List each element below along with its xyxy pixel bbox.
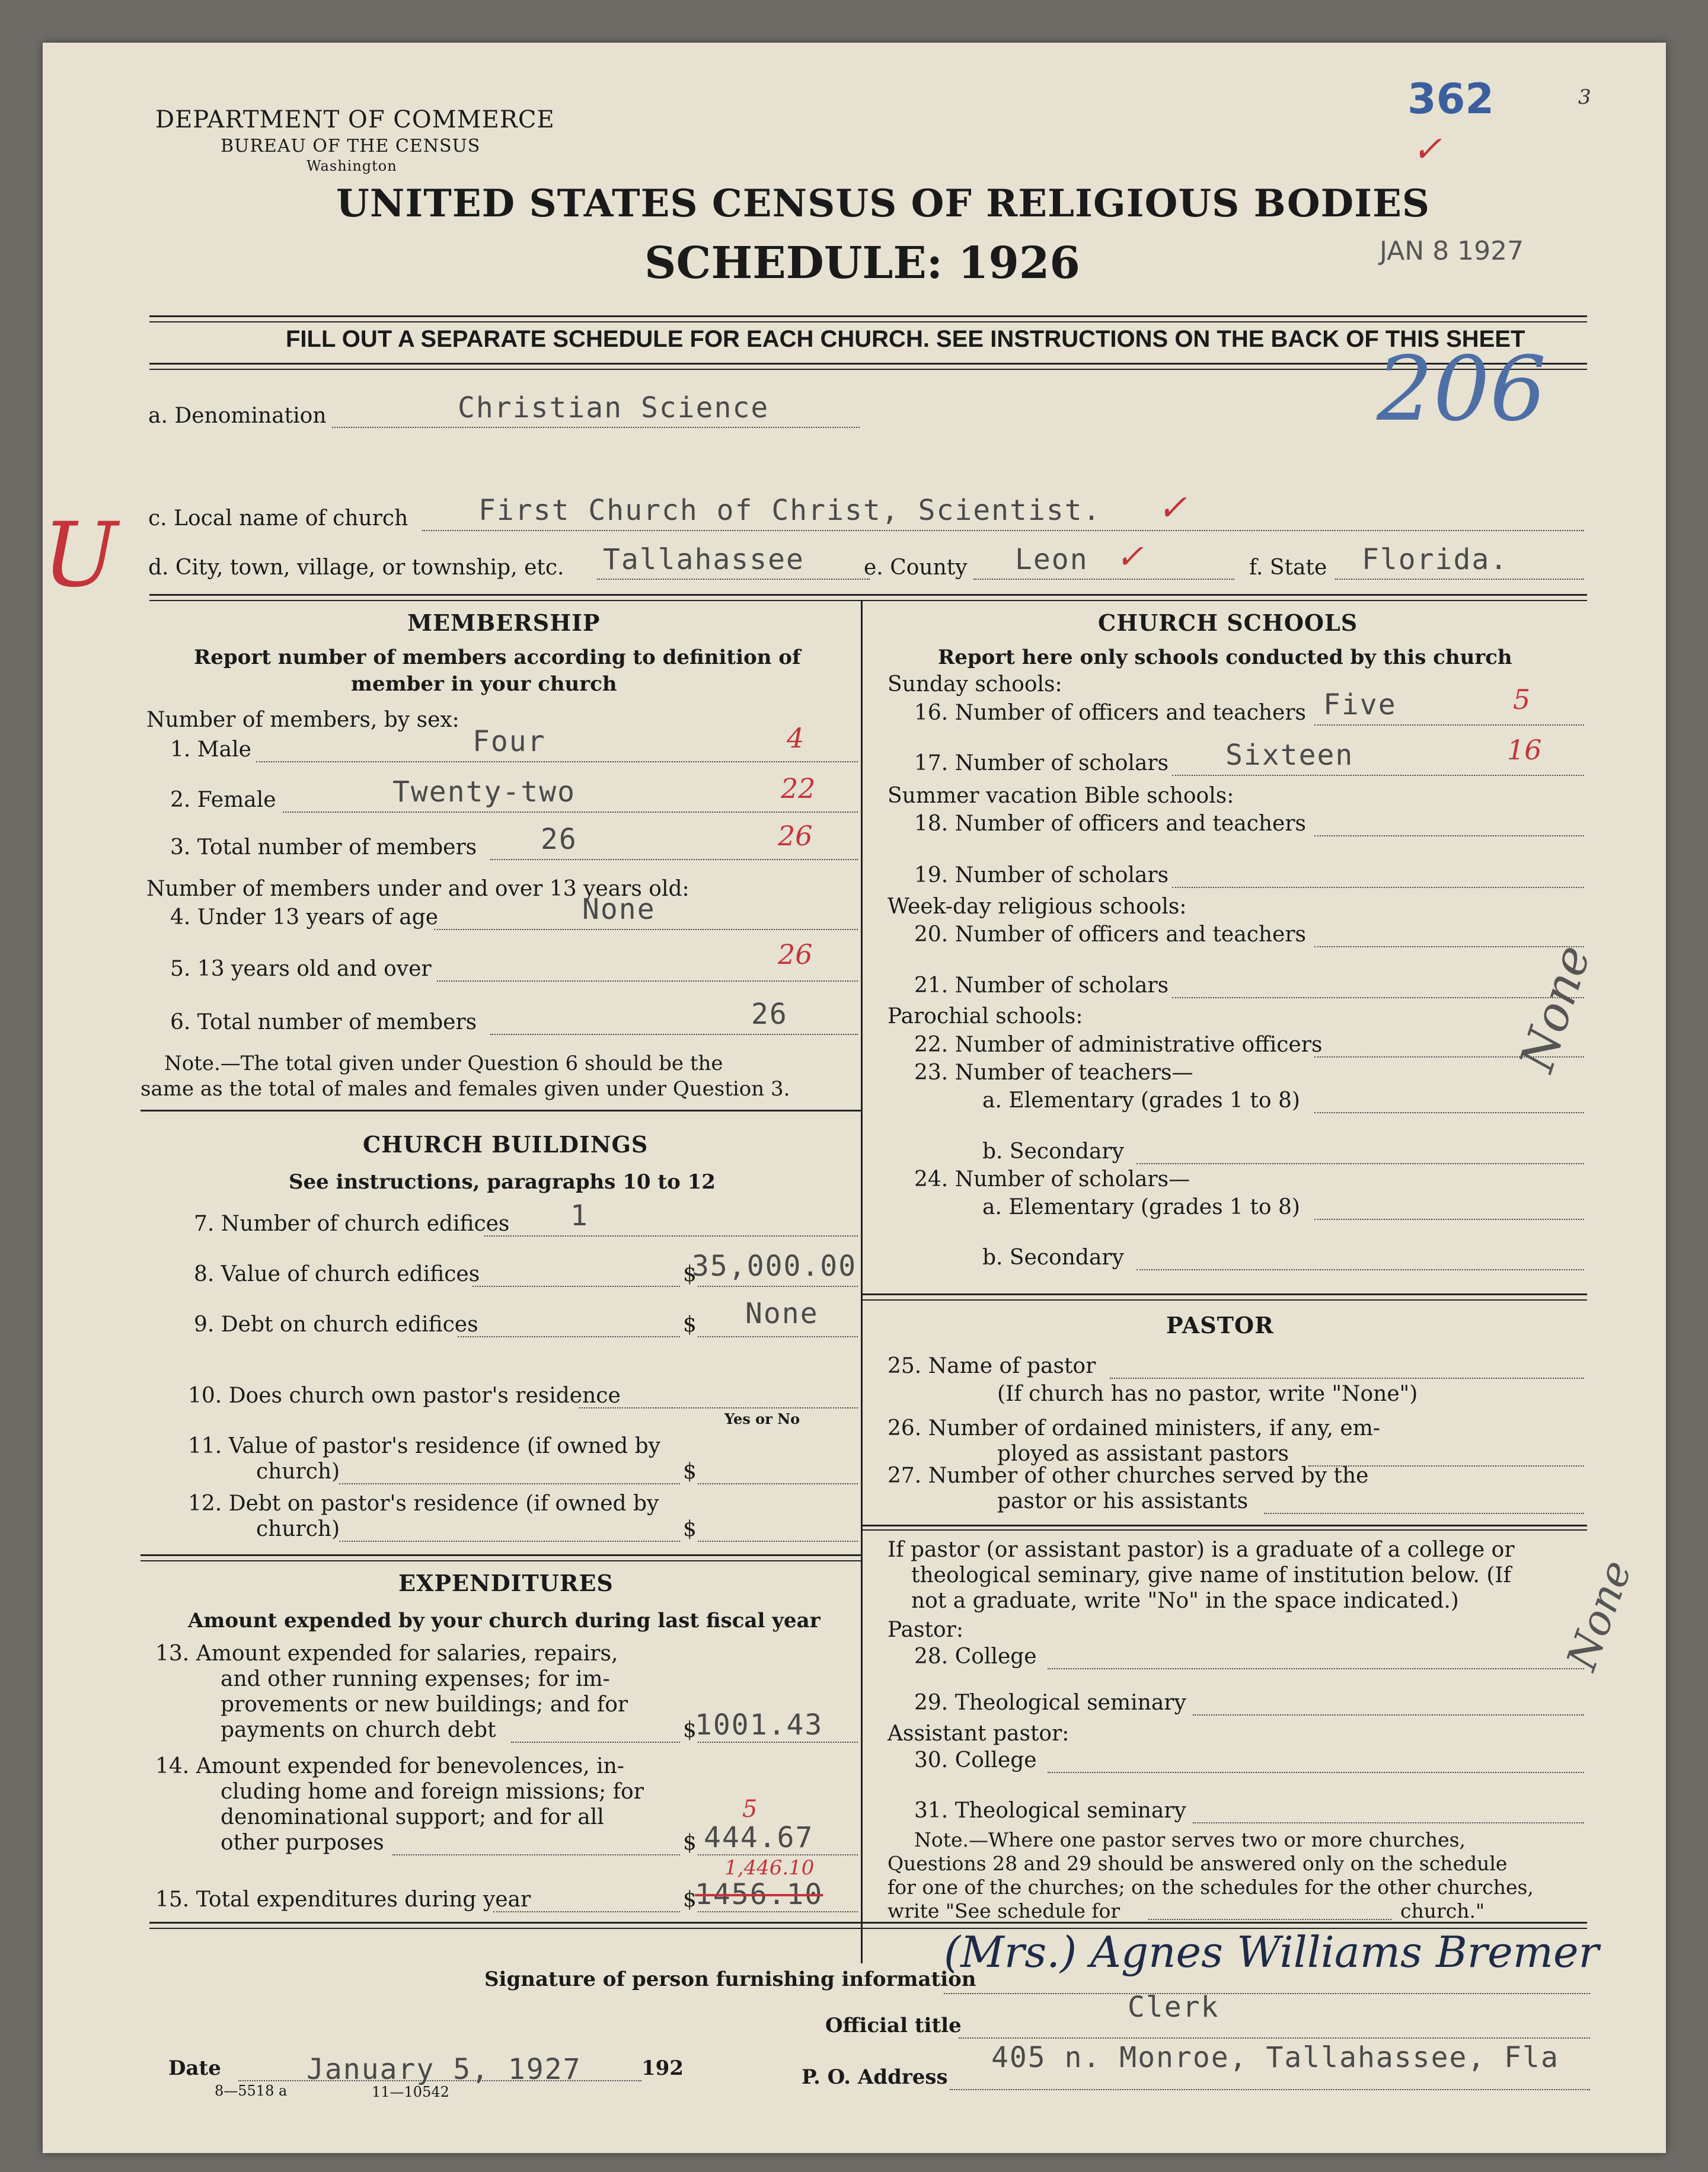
city-label: d. City, town, village, or township, etc. xyxy=(148,555,564,580)
age-heading: Number of members under and over 13 years old: xyxy=(146,877,689,901)
q10-label: 10. Does church own pastor's residence xyxy=(188,1384,621,1408)
state-value: Florida. xyxy=(1362,543,1509,576)
membership-sub1: Report number of members according to definition of xyxy=(194,646,801,669)
q1-label: 1. Male xyxy=(170,737,251,762)
county-label: e. County xyxy=(864,555,968,580)
q8-dollar: $ xyxy=(683,1262,697,1286)
q9-label: 9. Debt on church edifices xyxy=(194,1312,478,1337)
q14-line1: 14. Amount expended for benevolences, in- xyxy=(155,1754,624,1778)
q27-line1: 27. Number of other churches served by the xyxy=(887,1464,1369,1488)
q9-value: None xyxy=(745,1297,819,1330)
received-date-stamp: JAN 8 1927 xyxy=(1380,236,1524,266)
q11-dollar: $ xyxy=(683,1459,697,1484)
q4-label: 4. Under 13 years of age xyxy=(170,905,439,930)
check-mark-name: ✓ xyxy=(1157,487,1187,529)
pastor-note-line4-end: church." xyxy=(1400,1899,1485,1922)
q3-red: 26 xyxy=(778,820,813,852)
q11-label-line1: 11. Value of pastor's residence (if owned by xyxy=(188,1434,661,1458)
margin-mark-u: U xyxy=(43,504,118,607)
q24a-label: a. Elementary (grades 1 to 8) xyxy=(982,1195,1300,1219)
corner-mark: 3 xyxy=(1578,85,1591,109)
q31-label: 31. Theological seminary xyxy=(914,1799,1186,1823)
q17-red: 16 xyxy=(1507,734,1542,766)
q24-label: 24. Number of scholars— xyxy=(914,1167,1190,1192)
q23a-label: a. Elementary (grades 1 to 8) xyxy=(982,1088,1300,1113)
q19-label: 19. Number of scholars xyxy=(914,863,1169,887)
q5-label: 5. 13 years old and over xyxy=(170,957,432,981)
q25-note: (If church has no pastor, write "None") xyxy=(997,1382,1418,1406)
q29-label: 29. Theological seminary xyxy=(914,1691,1186,1715)
q8-label: 8. Value of church edifices xyxy=(194,1262,480,1286)
pastor-note-line1: Note.—Where one pastor serves two or more churches, xyxy=(914,1828,1466,1851)
q12-label-line1: 12. Debt on pastor's residence (if owned by xyxy=(188,1491,659,1516)
q14-red: 5 xyxy=(742,1796,758,1823)
q28-label: 28. College xyxy=(914,1644,1037,1669)
pastor-heading: PASTOR xyxy=(1166,1312,1274,1339)
q21-label: 21. Number of scholars xyxy=(914,973,1169,998)
by-sex-label: Number of members, by sex: xyxy=(146,708,459,732)
weekday-schools-label: Week-day religious schools: xyxy=(887,895,1187,919)
q14-line2: cluding home and foreign missions; for xyxy=(221,1780,644,1804)
form-number: 8—5518 a xyxy=(215,2082,288,2099)
stamp-number: 362 xyxy=(1407,75,1495,123)
q2-red: 22 xyxy=(781,772,816,804)
q6-value: 26 xyxy=(751,998,788,1031)
q15-red: 1,446.10 xyxy=(724,1856,815,1880)
q30-label: 30. College xyxy=(914,1748,1037,1772)
q2-label: 2. Female xyxy=(170,788,276,812)
signature-value: (Mrs.) Agnes Williams Bremer xyxy=(944,1927,1600,1977)
form-title: UNITED STATES CENSUS OF RELIGIOUS BODIES xyxy=(336,181,1431,226)
denomination-label: a. Denomination xyxy=(148,404,327,428)
q7-value: 1 xyxy=(570,1199,589,1232)
instructions-banner: FILL OUT A SEPARATE SCHEDULE FOR EACH CHURCH. SEE INSTRUCTIONS ON THE BACK OF THIS SHEET xyxy=(286,326,1525,352)
parochial-schools-label: Parochial schools: xyxy=(887,1004,1083,1028)
date-year-prefix: 192 xyxy=(641,2056,684,2080)
bureau-city: Washington xyxy=(307,158,397,174)
address-label: P. O. Address xyxy=(802,2065,948,2089)
q25-label: 25. Name of pastor xyxy=(887,1354,1096,1378)
q13-line3: provements or new buildings; and for xyxy=(221,1692,628,1717)
q17-value: Sixteen xyxy=(1225,739,1354,772)
local-name-value: First Church of Christ, Scientist. xyxy=(478,494,1102,527)
sunday-schools-label: Sunday schools: xyxy=(887,672,1062,697)
q23-label: 23. Number of teachers— xyxy=(914,1061,1193,1085)
membership-note2: same as the total of males and females given under Question 3. xyxy=(141,1077,790,1101)
expenditures-sub: Amount expended by your church during last fiscal year xyxy=(188,1609,821,1633)
q16-red: 5 xyxy=(1513,683,1531,716)
signature-label: Signature of person furnishing information xyxy=(484,1967,976,1991)
q14-line3: denominational support; and for all xyxy=(221,1805,604,1829)
q18-label: 18. Number of officers and teachers xyxy=(914,812,1307,836)
q3-label: 3. Total number of members xyxy=(170,835,477,860)
membership-sub2: member in your church xyxy=(351,672,617,696)
department-name: DEPARTMENT OF COMMERCE xyxy=(155,106,555,133)
q11-label-line2: church) xyxy=(256,1459,340,1484)
handwritten-206: 206 xyxy=(1377,338,1547,441)
q26-line1: 26. Number of ordained ministers, if any, em- xyxy=(887,1416,1380,1440)
graduate-note-line1: If pastor (or assistant pastor) is a graduate of a college or xyxy=(887,1538,1515,1562)
bureau-name: BUREAU OF THE CENSUS xyxy=(221,136,481,156)
expenditures-heading: EXPENDITURES xyxy=(398,1570,614,1596)
q13-line2: and other running expenses; for im- xyxy=(221,1667,610,1691)
q23b-label: b. Secondary xyxy=(982,1139,1124,1164)
q4-value: None xyxy=(582,893,656,926)
q12-label-line2: church) xyxy=(256,1517,340,1541)
pastor-note-line2: Questions 28 and 29 should be answered only on the schedule xyxy=(887,1852,1508,1875)
local-name-label: c. Local name of church xyxy=(148,506,408,531)
q27-line2: pastor or his assistants xyxy=(997,1489,1249,1513)
check-mark-county: ✓ xyxy=(1116,538,1144,576)
date-label: Date xyxy=(168,2056,221,2080)
q17-label: 17. Number of scholars xyxy=(914,751,1169,775)
summer-schools-label: Summer vacation Bible schools: xyxy=(887,784,1234,808)
buildings-sub: See instructions, paragraphs 10 to 12 xyxy=(289,1170,716,1194)
q14-dollar: $ xyxy=(683,1831,697,1855)
q2-value: Twenty-two xyxy=(392,775,576,809)
print-number: 11—10542 xyxy=(372,2084,449,2100)
pastor-subheading: Pastor: xyxy=(887,1618,964,1642)
denomination-value: Christian Science xyxy=(458,391,770,424)
q15-value: 1456.10 xyxy=(695,1878,823,1911)
pastor-note-line3: for one of the churches; on the schedules for the other churches, xyxy=(887,1876,1534,1899)
yes-no-hint: Yes or No xyxy=(724,1410,800,1427)
graduate-note-line3: not a graduate, write "No" in the space indicated.) xyxy=(911,1589,1459,1613)
state-label: f. State xyxy=(1249,555,1327,580)
check-mark: ✓ xyxy=(1412,129,1442,170)
q13-dollar: $ xyxy=(683,1718,697,1742)
official-title-value: Clerk xyxy=(1128,1991,1219,2024)
schools-sub: Report here only schools conducted by this church xyxy=(938,646,1512,669)
q24b-label: b. Secondary xyxy=(982,1245,1124,1270)
q16-value: Five xyxy=(1323,688,1397,721)
q3-value: 26 xyxy=(541,823,577,856)
pastor-note-line4: write "See schedule for xyxy=(887,1899,1120,1922)
graduate-note-line2: theological seminary, give name of institution below. (If xyxy=(911,1563,1511,1588)
q15-label: 15. Total expenditures during year xyxy=(155,1887,531,1912)
assistant-pastor-subheading: Assistant pastor: xyxy=(887,1721,1070,1746)
schools-none-mark: None xyxy=(1509,938,1601,1078)
q5-red: 26 xyxy=(778,938,813,970)
q6-label: 6. Total number of members xyxy=(170,1010,477,1034)
buildings-heading: CHURCH BUILDINGS xyxy=(363,1131,649,1158)
q1-red: 4 xyxy=(787,722,804,754)
membership-note1: Note.—The total given under Question 6 should be the xyxy=(164,1052,723,1075)
q12-dollar: $ xyxy=(683,1517,697,1541)
city-value: Tallahassee xyxy=(603,543,804,576)
date-value: January 5, 1927 xyxy=(307,2053,582,2086)
q16-label: 16. Number of officers and teachers xyxy=(914,701,1307,725)
q14-line4: other purposes xyxy=(221,1831,384,1855)
q1-value: Four xyxy=(473,725,546,758)
q9-dollar: $ xyxy=(683,1312,697,1337)
q26-line2: ployed as assistant pastors xyxy=(997,1442,1289,1466)
q8-value: 35,000.00 xyxy=(692,1250,857,1283)
membership-heading: MEMBERSHIP xyxy=(407,609,601,636)
official-title-label: Official title xyxy=(825,2014,962,2037)
address-value: 405 n. Monroe, Tallahassee, Fla xyxy=(991,2041,1559,2074)
q14-value: 444.67 xyxy=(704,1821,814,1854)
schedule-title: SCHEDULE: 1926 xyxy=(644,238,1080,289)
q13-line1: 13. Amount expended for salaries, repairs, xyxy=(155,1641,618,1666)
q20-label: 20. Number of officers and teachers xyxy=(914,922,1307,947)
q7-label: 7. Number of church edifices xyxy=(194,1212,510,1236)
q13-line4: payments on church debt xyxy=(221,1718,496,1742)
q13-value: 1001.43 xyxy=(695,1708,823,1742)
census-schedule-sheet xyxy=(43,43,1666,2153)
county-value: Leon xyxy=(1015,543,1088,576)
pastor-none-mark: None xyxy=(1557,1554,1642,1676)
schools-heading: CHURCH SCHOOLS xyxy=(1098,609,1358,636)
q15-dollar: $ xyxy=(683,1887,697,1912)
q22-label: 22. Number of administrative officers xyxy=(914,1033,1323,1057)
